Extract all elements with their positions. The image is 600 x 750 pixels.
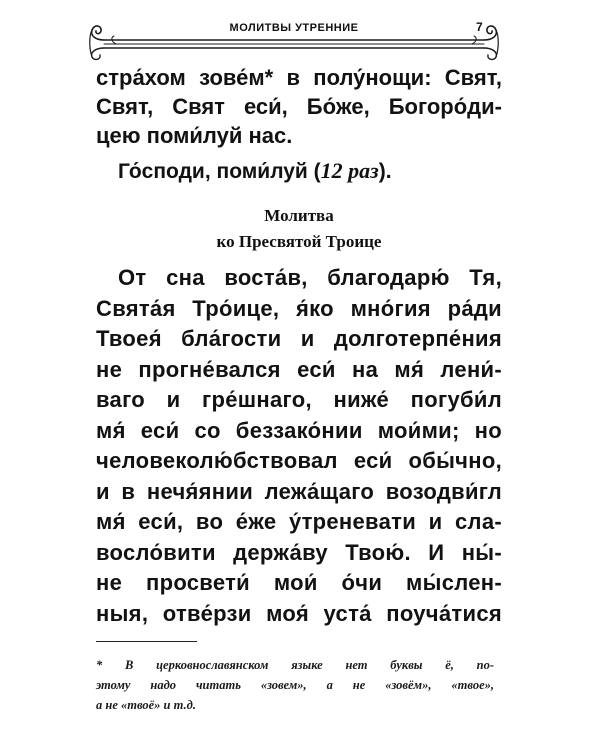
prayer-line: мя́ еси́ со беззако́нии мои́ми; но (96, 417, 502, 443)
footnote-line: * В церковнославянском языке нет буквы ё, по- (96, 658, 494, 672)
prayer-title: Молитва (264, 206, 334, 225)
prayer-line: Твоея́ бла́гости и долготерпе́ния (96, 326, 502, 351)
prayer-line: ныя, отве́рзи моя́ уста́ поуча́тися (96, 600, 502, 626)
prayer-line: мя́ еси́, во е́же у́треневати и сла- (96, 509, 502, 534)
footnote-line: а не «твоё» и т.д. (96, 698, 196, 712)
page-number: 7 (476, 20, 483, 34)
prayer-line: От сна воста́в, благодарю́ Тя, (118, 265, 502, 290)
repeat-close: ). (378, 160, 392, 183)
prayer-line: и в нечя́янии лежа́щаго возодви́гл (96, 478, 502, 504)
footnote-line: этому надо читать «зовем», а не «зовём», «твое», (96, 678, 494, 692)
footnote (96, 655, 494, 715)
intro-paragraph (96, 63, 502, 150)
prayer-line: восло́вити держа́ву Твою́. И ны́- (96, 539, 502, 565)
repeat-line (96, 156, 502, 185)
footnote-rule (96, 641, 197, 642)
prayer-line: человеколю́бствовал еси́ обы́чно, (96, 448, 502, 473)
prayer-line: ваго и гре́шнаго, ниже́ погуби́л (96, 387, 502, 412)
text-line: Свят, Свят еси́, Бо́же, Богоро́ди- (96, 94, 502, 119)
running-title: МОЛИТВЫ УТРЕННИЕ (229, 22, 359, 34)
page-header (84, 18, 504, 62)
prayer-line: не прогне́вался еси́ на мя́ лени́- (96, 356, 502, 382)
text-line: цею поми́луй нас. (96, 123, 293, 148)
text-line: стра́хом зове́м* в полу́нощи: Свят, (96, 65, 502, 90)
repeat-text: Го́споди, поми́луй ( (118, 160, 321, 183)
prayer-line: Свята́я Тро́ице, я́ко мно́гия ра́ди (96, 295, 502, 321)
prayer-line: не просвети́ мои́ о́чи мы́слен- (96, 570, 502, 595)
repeat-count: 12 раз (320, 158, 379, 183)
prayer-subtitle: ко Пресвятой Троице (216, 232, 382, 251)
prayer-body (96, 263, 502, 629)
